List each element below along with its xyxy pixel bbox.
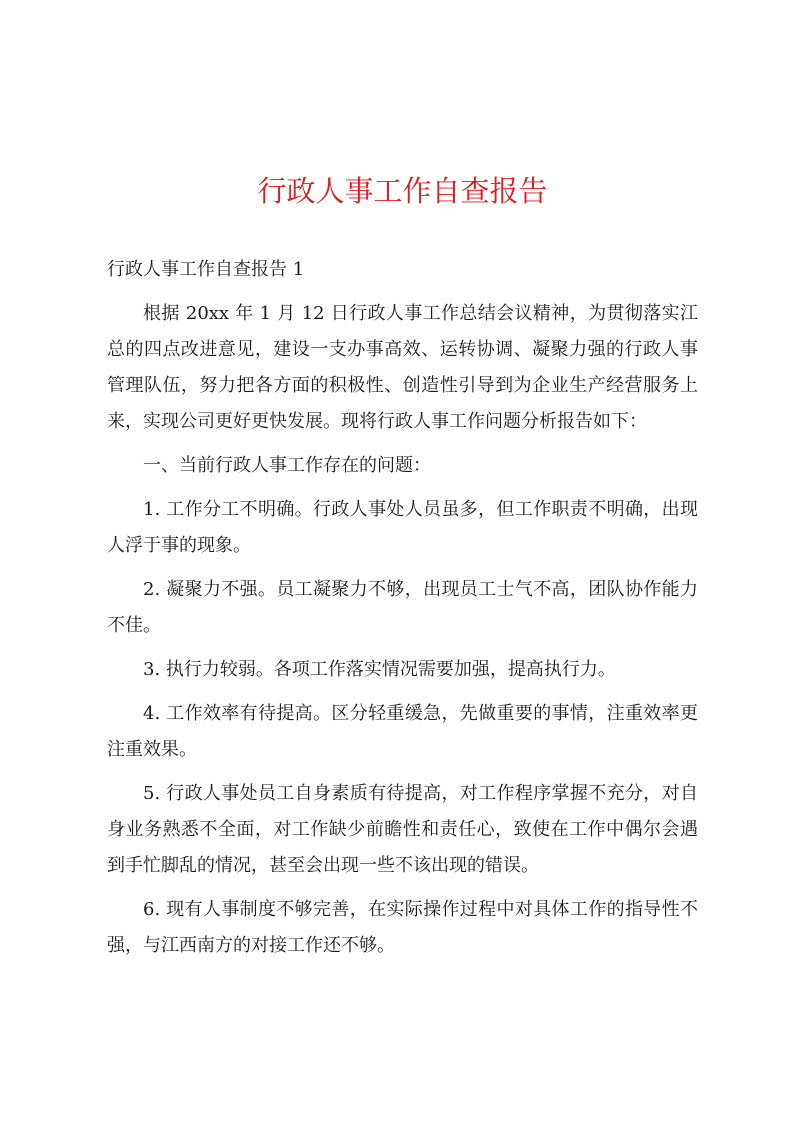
paragraph-item-5: 5. 行政人事处员工自身素质有待提高，对工作程序掌握不充分，对自身业务熟悉不全面，对工作缺少前瞻性和责任心，致使在工作中偶尔会遇到手忙脚乱的情况，甚至会出现一些不该出现的错误。 <box>107 783 698 876</box>
section-subtitle: 行政人事工作自查报告 1 <box>107 259 305 280</box>
paragraph-heading-problems: 一、当前行政人事工作存在的问题： <box>143 455 431 476</box>
paragraph-intro: 根据 20xx 年 1 月 12 日行政人事工作总结会议精神，为贯彻落实江总的四点改进意见，建设一支办事高效、运转协调、凝聚力强的行政人事管理队伍，努力把各方面的积极性、创造性引导到为企业生产经营服务上来，实现公司更好更快发展。现将行政人事工作问题分析报告如下： <box>107 303 698 432</box>
paragraph-item-4: 4. 工作效率有待提高。区分轻重缓急，先做重要的事情，注重效率更注重效果。 <box>107 703 698 760</box>
paragraph-item-3: 3. 执行力较弱。各项工作落实情况需要加强，提高执行力。 <box>143 659 616 680</box>
document-title: 行政人事工作自查报告 <box>257 174 548 208</box>
paragraph-item-1: 1. 工作分工不明确。行政人事处人员虽多，但工作职责不明确，出现人浮于事的现象。 <box>107 499 698 556</box>
paragraph-item-6: 6. 现有人事制度不够完善，在实际操作过程中对具体工作的指导性不强，与江西南方的对接工作还不够。 <box>107 899 698 956</box>
paragraph-item-2: 2. 凝聚力不强。员工凝聚力不够，出现员工士气不高，团队协作能力不佳。 <box>107 579 698 636</box>
